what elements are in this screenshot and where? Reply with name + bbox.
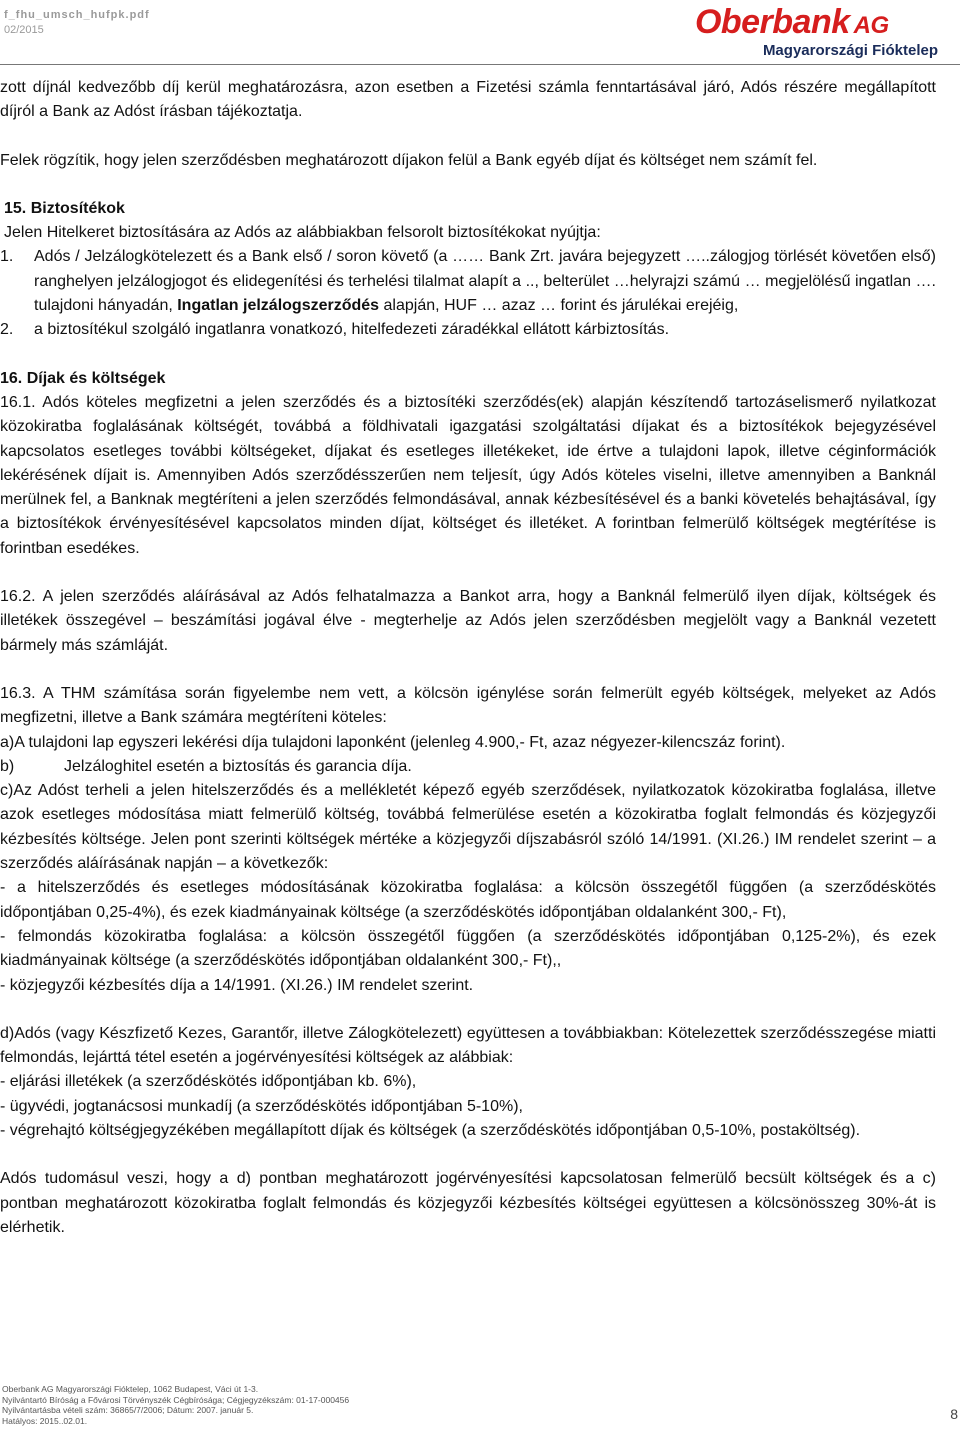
logo-subtitle: Magyarországi Fióktelep xyxy=(762,42,938,59)
item-a-text: A tulajdoni lap egyszeri lekérési díja tulajdoni laponként (jelenleg 4.900,- Ft, azaz négyezer-kilencszáz forint). xyxy=(14,733,786,751)
list-item xyxy=(0,245,936,318)
item-a-label: a) xyxy=(0,733,15,751)
page-number: 8 xyxy=(950,1406,958,1422)
document-body xyxy=(0,76,936,1240)
item-d-dash-1: - eljárási illetékek (a szerződéskötés időpontjában kb. 6%), xyxy=(0,1073,417,1091)
list-item-text: Adós / Jelzálogkötelezett és a Bank első / soron követő (a …… Bank Zrt. javára bejegyzett …..zálogjog törlését követően első) ranghelyen jelzálogjogot és elidegenítési és terhelési tilalmat alapít a .., belterület …helyrajzi számú … megjelölésű ingatlan …. tulajdoni hányadán, xyxy=(34,248,936,315)
item-d-dash-3: - végrehajtó költségjegyzékében megállapított díjak és költségek (a szerződéskötés időpontjában 0,5-10%, postaköltség). xyxy=(0,1121,861,1139)
item-b xyxy=(0,755,936,779)
list-item-number: 1. xyxy=(0,248,14,266)
item-b-label: b) xyxy=(0,757,15,775)
section-15-title: 15. Biztosítékok xyxy=(4,199,125,217)
item-c-text: Az Adóst terheli a jelen hitelszerződés és a mellékletét képező egyéb szerződések, nyilatkozatok közokiratba foglalása, illetve azok esetleges módosítása miatt felmerülő költség, továbbá felmerülése esetén a közokiratba foglalt felmondás és közjegyzői kézbesítés költsége. Jelen pont szerinti költségek mértéke a közjegyzői díjszabásról szóló 14/1991. (XI.26.) IM rendelet szerint – a szerződés aláírásának napján – a következők: xyxy=(0,782,936,873)
document-header-info xyxy=(4,8,150,38)
logo-main-text: Oberbank xyxy=(694,3,850,41)
section-15 xyxy=(0,197,936,343)
item-b-text: Jelzáloghitel esetén a biztosítás és garancia díja. xyxy=(64,757,412,775)
paragraph-felek: Felek rögzítik, hogy jelen szerződésben meghatározott díjakon felül a Bank egyéb díjat és költséget nem számít fel. xyxy=(0,151,818,169)
item-a xyxy=(0,731,936,755)
section-16-title: 16. Díjak és költségek xyxy=(0,369,166,387)
header-divider xyxy=(0,64,960,65)
file-name: f_fhu_umsch_hufpk.pdf xyxy=(4,9,150,21)
document-date: 02/2015 xyxy=(4,24,44,36)
closing-note: Adós tudomásul veszi, hogy a d) pontban meghatározott jogérvényesítési kapcsolatosan felmerülő becsült költségek és a c) pontban meghatározott közokiratba foglalt felmondás és közjegyzői kézbesítés költségei együttesen a kölcsönösszeg 30%-át is elérhetik. xyxy=(0,1170,936,1236)
item-d xyxy=(0,1022,936,1071)
item-c-dash-2: - felmondás közokiratba foglalása: a kölcsön összegétől függően (a szerződéskötés időpontjában 0,125-2%), és ezek kiadmányainak költsége (a szerződéskötés időpontjában oldalanként 300,- Ft),, xyxy=(0,927,936,970)
item-d-text: Adós (vagy Készfizető Kezes, Garantőr, illetve Zálogkötelezett) együttesen a továbbiakban: Kötelezettek szerződésszegése miatti felmondás, lejárttá tétel esetén a jogérvényesítési költségek az alábbiak: xyxy=(0,1024,936,1067)
logo-ag-text: AG xyxy=(853,12,889,39)
item-c-dash-1: - a hitelszerződés és esetleges módosításának közokiratba foglalása: a kölcsön összegétől függően (a szerződéskötés időpontjában 0,25-4%), és ezek kiadmányainak költsége (a szerződéskötés időpontjában oldalanként 300,- Ft), xyxy=(0,879,936,921)
list-item-text-end: alapján, HUF … azaz … forint és járulékai erejéig, xyxy=(379,297,739,315)
footer-line-2: Nyilvántartó Bíróság a Fővárosi Törvényszék Cégbírósága; Cégjegyzékszám: 01-17-000456 xyxy=(2,1394,350,1405)
item-c-dash-3: - közjegyzői kézbesítés díja a 14/1991. (XI.26.) IM rendelet szerint. xyxy=(0,976,474,994)
footer-line-1: Oberbank AG Magyarországi Fióktelep, 1062 Budapest, Váci út 1-3. xyxy=(2,1384,259,1394)
oberbank-logo xyxy=(695,4,938,60)
paragraph-intro: zott díjnál kedvezőbb díj kerül meghatározásra, azon esetben a Fizetési számla fenntartásával járó, Adós részére megállapított díjról a Bank az Adóst írásban tájékoztatja. xyxy=(0,79,936,121)
list-item-text: a biztosítékul szolgáló ingatlanra vonatkozó, hitelfedezeti záradékkal ellátott kárbiztosítás. xyxy=(34,321,670,339)
paragraph-16-1: 16.1. Adós köteles megfizetni a jelen szerződés és a biztosítéki szerződés(ek) alapján készítendő tartozáselismerő nyilatkozat közokiratba foglalásának költségét, továbbá a földhivatali igazgatási szolgáltatási díjakat és a biztosítékok bejegyzésével kapcsolatos esetleges további költségeket, díjakat és esetleges illetékeket, ide értve a tulajdoni lapok, illetve céginformációk lekérésének díjait is. Amennyiben Adós szerződésszerűen nem teljesít, úgy Adós köteles viselni, illetve amennyiben a Banknál merülnek fel, a Banknak megtéríteni a jelen szerződés felmondásával, annak kézbesítésével és a banki követelés behajtásával, így a biztosítékok érvényesítésével kapcsolatos minden díjat, költséget és illetéket. A forintban felmerülő költségek megtérítése is forintban esedékes. xyxy=(0,393,936,557)
paragraph-16-2: 16.2. A jelen szerződés aláírásával az Adós felhatalmazza a Bankot arra, hogy a Banknál felmerülő ilyen díjak, költségek és illetékek összegével – beszámítási jogával élve - megterhelje az Adós jelen szerződésben megjelölt vagy a Banknál vezetett bármely más számláját. xyxy=(0,588,936,654)
list-item xyxy=(0,318,936,342)
section-15-intro: Jelen Hitelkeret biztosítására az Adós az alábbiakban felsorolt biztosítékokat nyújtja: xyxy=(4,224,601,242)
footer-line-3: Nyilvántartásba vételi szám: 36865/7/2006; Dátum: 2007. január 5. xyxy=(2,1405,254,1415)
list-item-number: 2. xyxy=(0,321,14,339)
item-c-label: c) xyxy=(0,782,14,800)
logo-wordmark xyxy=(695,4,938,44)
item-c xyxy=(0,779,936,876)
item-d-dash-2: - ügyvédi, jogtanácsosi munkadíj (a szerződéskötés időpontjában 5-10%), xyxy=(0,1097,523,1115)
item-d-label: d) xyxy=(0,1024,15,1042)
footer-line-4: Hatályos: 2015..02.01. xyxy=(2,1415,88,1426)
paragraph-16-3: 16.3. A THM számítása során figyelembe nem vett, a kölcsön igénylése során felmerült egyéb költségek, melyeket az Adós megfizetni, illetve a Bank számára megtéríteni köteles: xyxy=(0,684,936,727)
page-footer xyxy=(2,1384,349,1426)
list-item-bold-text: Ingatlan jelzálogszerződés xyxy=(177,297,380,315)
